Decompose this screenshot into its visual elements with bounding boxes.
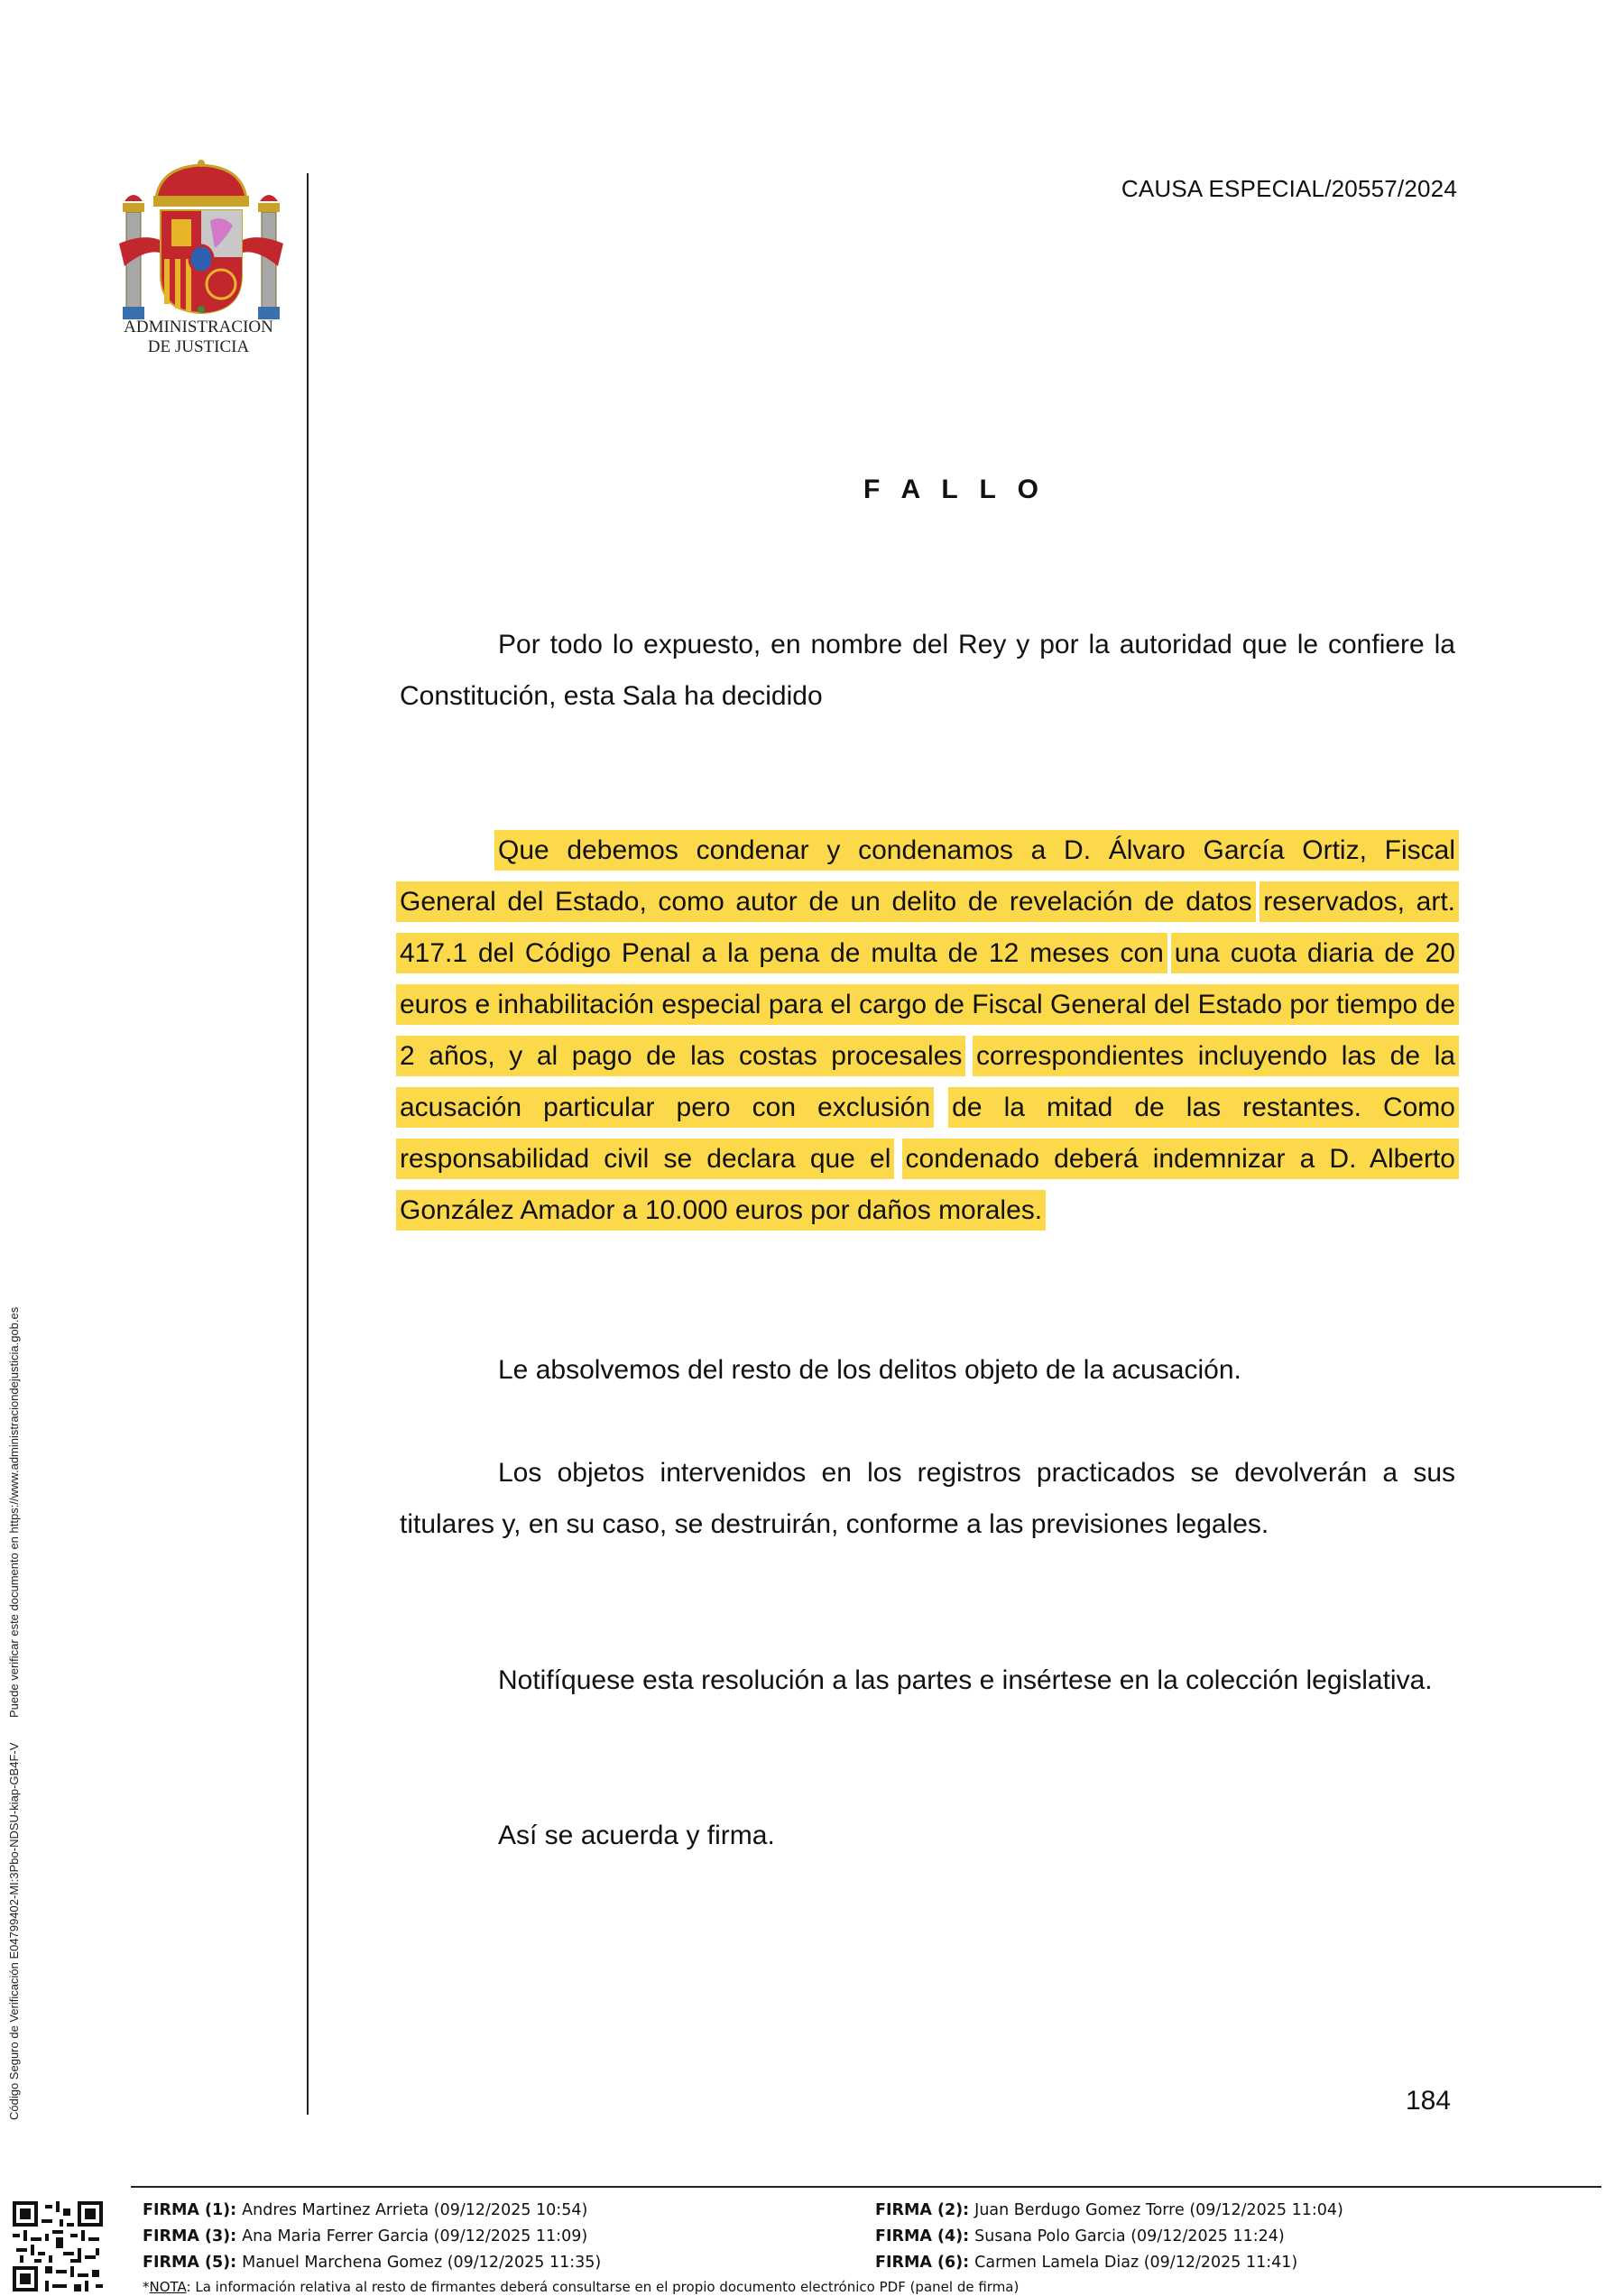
highlighted-text-line: una cuota diaria de 20 euros e inhabilitación especial para el cargo de Fiscal: [400, 938, 1455, 1019]
highlighted-text-line: correspondientes incluyendo las de la acusación particular pero con exclusión: [400, 1041, 1455, 1122]
signature-label: FIRMA (1):: [143, 2201, 237, 2219]
signature-value: Susana Polo Garcia (09/12/2025 11:24): [974, 2227, 1285, 2245]
highlighted-text-line: condenado deberá indemnizar a D. Alberto González Amador a 10.000 euros: [400, 1144, 1455, 1225]
logo-caption-line2: DE JUSTICIA: [147, 337, 250, 356]
paragraph-notification: [400, 1655, 1455, 1706]
text-line: Notifíquese esta resolución a las partes e insértese en la colección: [498, 1665, 1299, 1695]
signature-entry: [143, 2250, 601, 2276]
highlighted-text-line: Que debemos condenar y condenamos a D. Álvaro García Ortiz, Fiscal: [498, 835, 1455, 865]
note-text: : La información relativa al resto de firmantes deberá consultarse en el propio documento electrónico PDF (panel de firma): [186, 2279, 1020, 2295]
signature-entry: [875, 2224, 1343, 2250]
footer-note: [143, 2279, 1019, 2295]
text-line: Así se acuerda y firma.: [498, 1821, 775, 1850]
footer-divider: [131, 2186, 1601, 2188]
highlighted-text-line: de la mitad de las restantes. Como responsabilidad civil se declara que el: [400, 1093, 1455, 1174]
highlighted-text-line: General del Estado, como autor de un delito de revelación de datos: [400, 887, 1252, 917]
text-line: Por todo lo expuesto, en nombre del Rey y por la autoridad que le: [498, 630, 1319, 659]
text-line: Le absolvemos del resto de los delitos objeto de la acusación.: [498, 1355, 1241, 1385]
side-verification-text: [7, 1110, 21, 2120]
signature-label: FIRMA (5):: [143, 2254, 237, 2272]
paragraph-acquittal: [400, 1344, 1455, 1396]
signature-column-left: [143, 2198, 601, 2276]
signature-value: Ana Maria Ferrer Garcia (09/12/2025 11:09): [242, 2227, 588, 2245]
highlighted-text-line: por daños morales.: [810, 1195, 1043, 1225]
signature-entry: [143, 2224, 601, 2250]
note-label: NOTA: [149, 2279, 187, 2295]
case-reference: CAUSA ESPECIAL/20557/2024: [1121, 175, 1457, 202]
signature-label: FIRMA (3):: [143, 2227, 237, 2245]
page-number: 184: [1406, 2086, 1452, 2116]
signature-entry: [143, 2198, 601, 2224]
paragraph-seized-objects: [400, 1447, 1455, 1550]
text-line: Los objetos intervenidos en los registros practicados se devolverán a: [498, 1458, 1398, 1488]
logo-caption: [99, 318, 298, 357]
highlighted-text-line: General del Estado por tiempo de 2 años, y al pago de las costas procesales: [400, 990, 1456, 1071]
signature-label: FIRMA (6):: [875, 2254, 970, 2272]
signature-value: Juan Berdugo Gomez Torre (09/12/2025 11:04): [974, 2201, 1343, 2219]
verification-url-text[interactable]: Puede verificar este documento en https://www.administraciondejusticia.gob.es: [7, 1306, 21, 1718]
paragraph-closing: [400, 1810, 1455, 1861]
highlighted-text-line: reservados, art. 417.1 del Código Penal a la pena de multa de 12 meses con: [400, 887, 1456, 968]
signature-entry: [875, 2198, 1343, 2224]
qr-code-icon[interactable]: [11, 2201, 105, 2291]
text-line: confiere la Constitución, esta Sala ha decidido: [400, 630, 1455, 711]
signature-value: Manuel Marchena Gomez (09/12/2025 11:35): [242, 2254, 602, 2272]
signature-entry: [875, 2250, 1343, 2276]
signature-label: FIRMA (2):: [875, 2201, 970, 2219]
signature-column-right: [875, 2198, 1343, 2276]
margin-divider: [307, 173, 309, 2115]
logo-caption-line1: ADMINISTRACION: [124, 318, 273, 337]
signature-value: Carmen Lamela Diaz (09/12/2025 11:41): [974, 2254, 1298, 2272]
signature-value: Andres Martinez Arrieta (09/12/2025 10:54): [242, 2201, 588, 2219]
document-title: F A L L O: [863, 475, 1047, 504]
paragraph-verdict-highlighted: [400, 825, 1455, 1236]
text-line: legislativa.: [1306, 1665, 1433, 1695]
paragraph-preamble: [400, 619, 1455, 722]
note-asterisk: *: [143, 2279, 150, 2295]
text-line: sus titulares y, en su caso, se destruirán, conforme a las previsiones legales.: [400, 1458, 1455, 1539]
signature-label: FIRMA (4):: [875, 2227, 970, 2245]
verification-code: Código Seguro de Verificación E04799402-MI:3Pbo-NDSU-kiap-GB4F-V: [7, 1742, 21, 2120]
